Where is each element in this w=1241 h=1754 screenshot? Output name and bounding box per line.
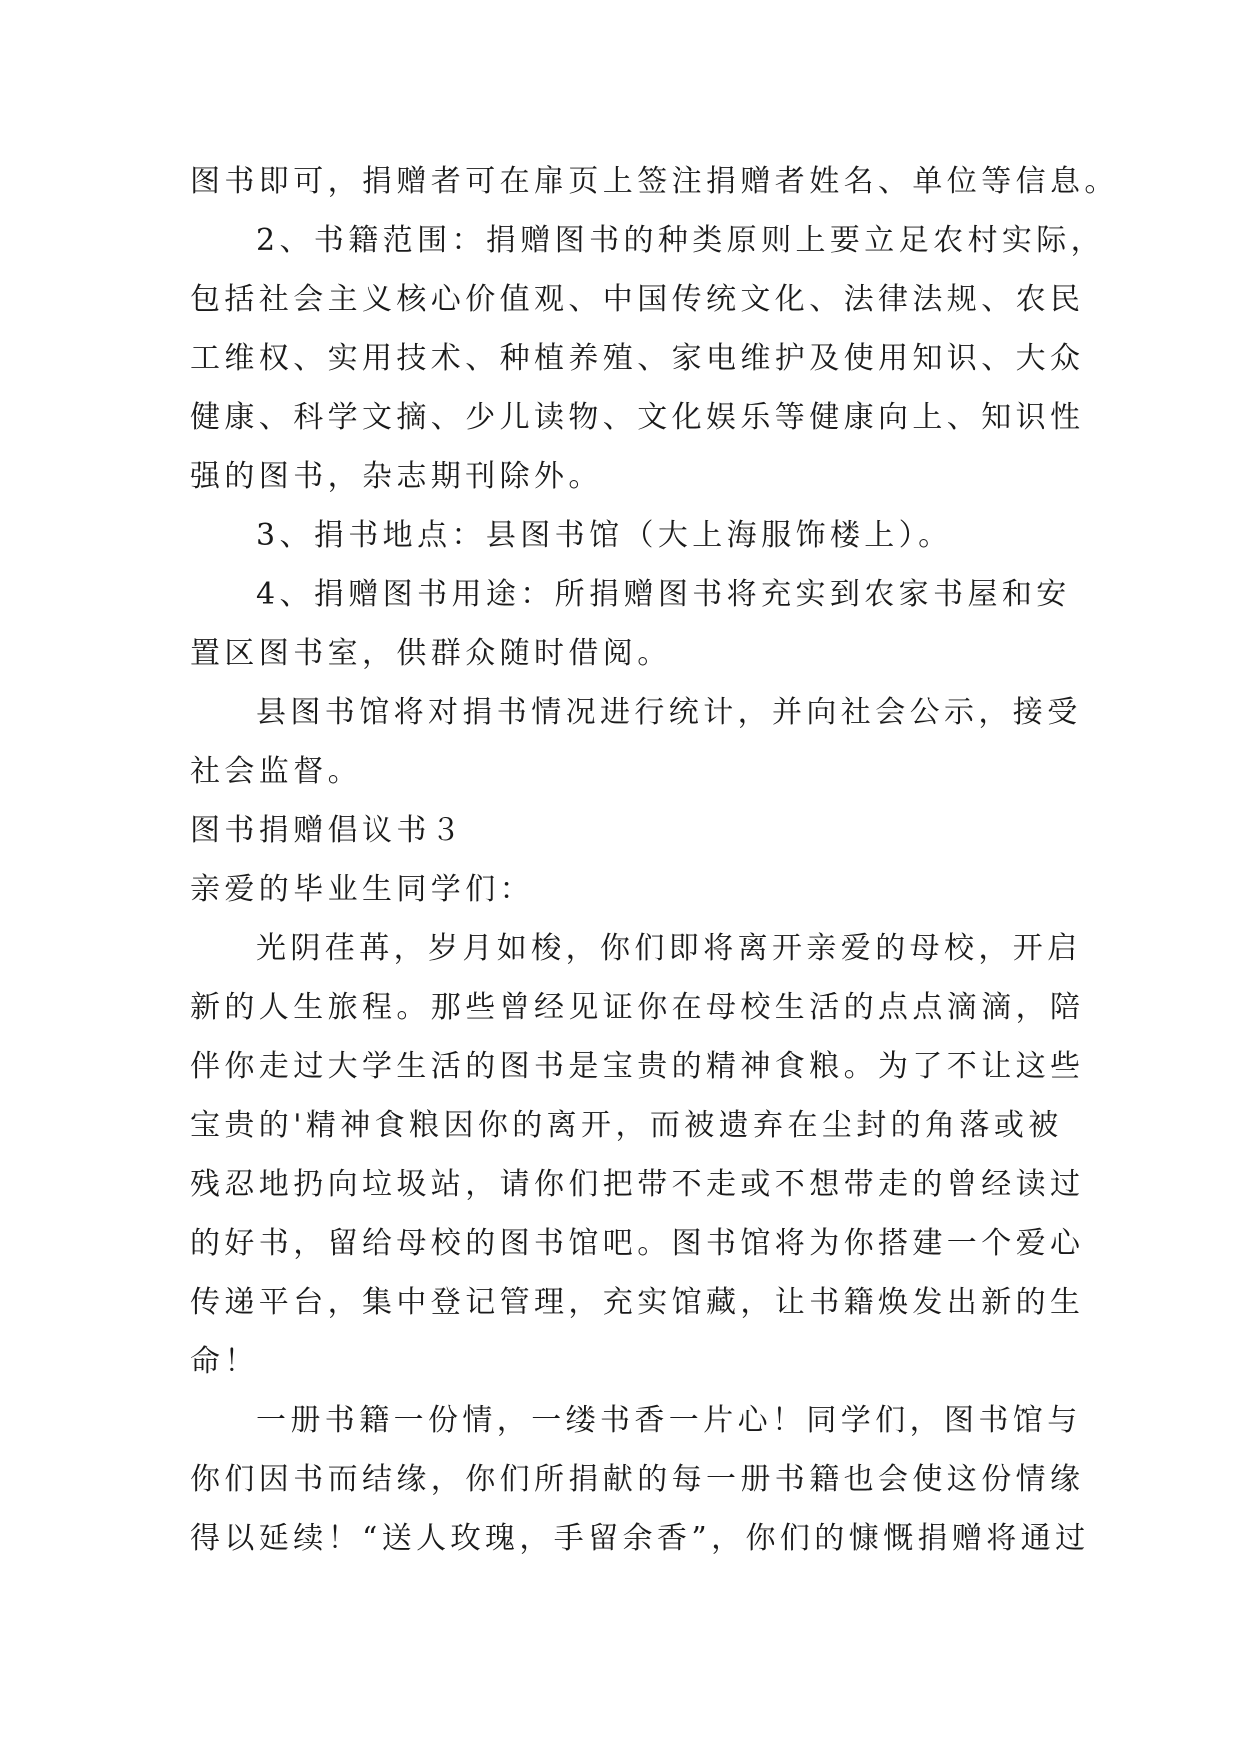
- text-line-15: 新的人生旅程。那些曾经见证你在母校生活的点点滴滴，陪: [190, 990, 1085, 1025]
- text-line-11: 社会监督。: [190, 754, 362, 789]
- text-line-17: 宝贵的'精神食粮因你的离开，而被遗弃在尘封的角落或被: [190, 1108, 1063, 1143]
- salutation: 亲爱的毕业生同学们：: [190, 872, 534, 907]
- text-line-3: 包括社会主义核心价值观、中国传统文化、法律法规、农民: [190, 282, 1085, 317]
- text-line-14: 光阴荏苒，岁月如梭，你们即将离开亲爱的母校，开启: [256, 931, 1082, 966]
- text-line-2: 2、书籍范围：捐赠图书的种类原则上要立足农村实际，: [256, 223, 1106, 258]
- text-line-18: 残忍地扔向垃圾站，请你们把带不走或不想带走的曾经读过: [190, 1167, 1085, 1202]
- section-heading: 图书捐赠倡议书３: [190, 813, 466, 848]
- text-line-7: 3、捐书地点：县图书馆（大上海服饰楼上）。: [256, 518, 953, 553]
- text-line-8: 4、捐赠图书用途：所捐赠图书将充实到农家书屋和安: [256, 577, 1071, 612]
- text-line-16: 伴你走过大学生活的图书是宝贵的精神食粮。为了不让这些: [190, 1049, 1085, 1084]
- text-line-5: 健康、科学文摘、少儿读物、文化娱乐等健康向上、知识性: [190, 400, 1085, 435]
- document-body: [190, 152, 1119, 1568]
- text-line-10: 县图书馆将对捐书情况进行统计，并向社会公示，接受: [256, 695, 1082, 730]
- text-line-22: 一册书籍一份情，一缕书香一片心！同学们，图书馆与: [256, 1403, 1082, 1438]
- text-line-19: 的好书，留给母校的图书馆吧。图书馆将为你搭建一个爱心: [190, 1226, 1085, 1261]
- text-line-20: 传递平台，集中登记管理，充实馆藏，让书籍焕发出新的生: [190, 1285, 1085, 1320]
- text-line-6: 强的图书，杂志期刊除外。: [190, 459, 603, 494]
- text-line-4: 工维权、实用技术、种植养殖、家电维护及使用知识、大众: [190, 341, 1085, 376]
- text-line-9: 置区图书室，供群众随时借阅。: [190, 636, 672, 671]
- text-line-24: 得以延续！“送人玫瑰，手留余香”，你们的慷慨捐赠将通过: [190, 1521, 1090, 1556]
- text-line-21: 命！: [190, 1344, 259, 1379]
- text-line-1: 图书即可，捐赠者可在扉页上签注捐赠者姓名、单位等信息。: [190, 164, 1119, 199]
- text-line-23: 你们因书而结缘，你们所捐献的每一册书籍也会使这份情缘: [190, 1462, 1085, 1497]
